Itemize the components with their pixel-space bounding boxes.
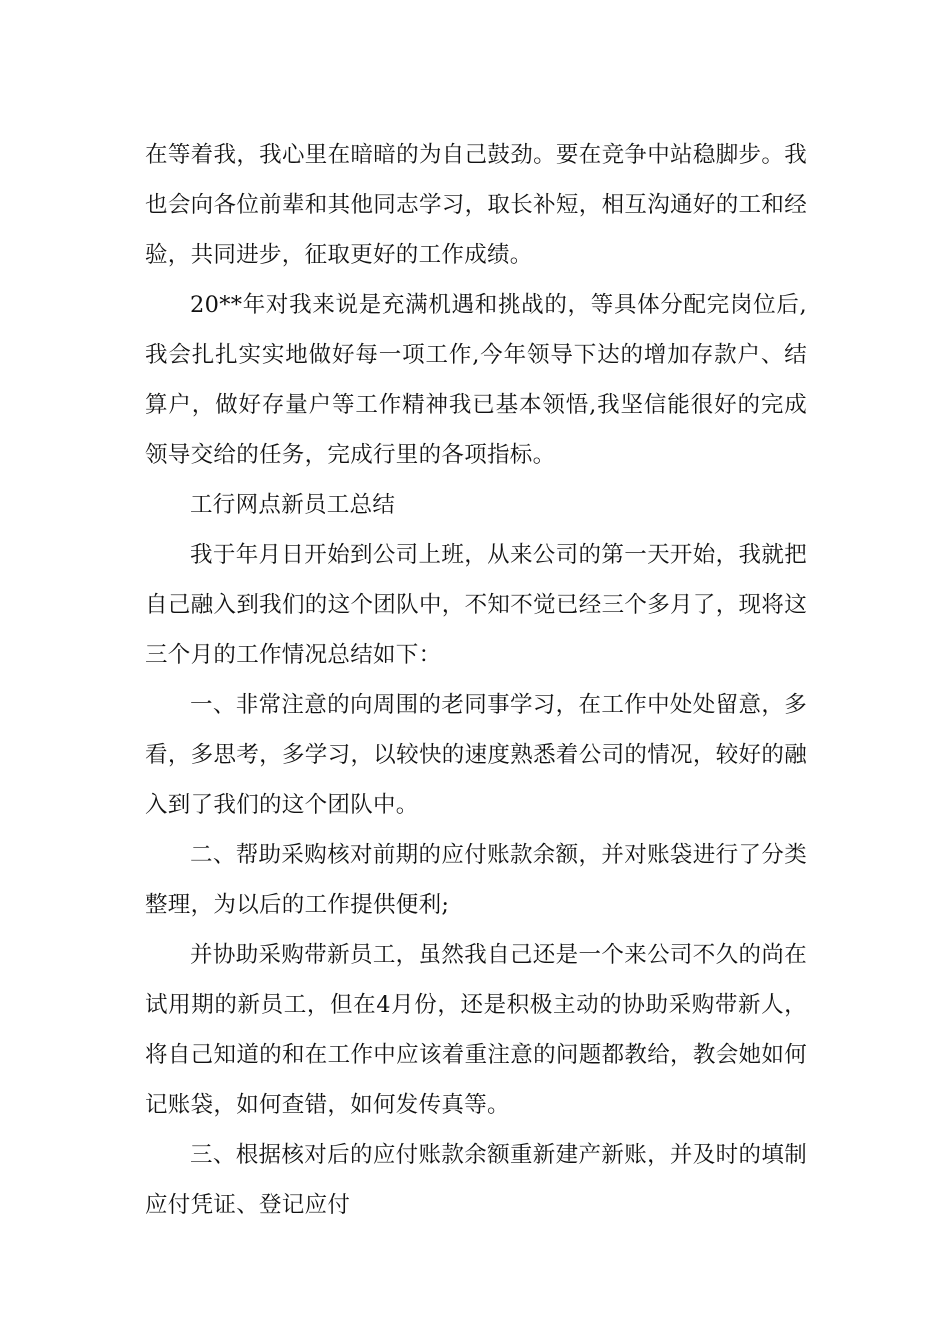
paragraph: 一、非常注意的向周围的老同事学习，在工作中处处留意，多看，多思考，多学习，以较快的速度熟悉着公司的情况，较好的融入到了我们的这个团队中。 bbox=[145, 692, 807, 818]
paragraph: 三、根据核对后的应付账款余额重新建产新账，并及时的填制应付凭证、登记应付 bbox=[145, 1142, 807, 1218]
paragraph: 我于年月日开始到公司上班，从来公司的第一天开始，我就把自己融入到我们的这个团队中，不知不觉已经三个多月了，现将这三个月的工作情况总结如下： bbox=[145, 542, 807, 668]
document-body bbox=[145, 130, 807, 1230]
section-heading: 工行网点新员工总结 bbox=[190, 492, 396, 518]
paragraph: 在等着我，我心里在暗暗的为自己鼓劲。要在竞争中站稳脚步。我也会向各位前辈和其他同志学习，取长补短，相互沟通好的工和经验，共同进步，征取更好的工作成绩。 bbox=[145, 142, 807, 268]
paragraph: 20**年对我来说是充满机遇和挑战的，等具体分配完岗位后,我会扎扎实实地做好每一项工作,今年领导下达的增加存款户、结算户，做好存量户等工作精神我已基本领悟,我坚信能很好的完成领导交给的任务，完成行里的各项指标。 bbox=[145, 292, 807, 468]
paragraph: 二、帮助采购核对前期的应付账款余额，并对账袋进行了分类整理，为以后的工作提供便利; bbox=[145, 842, 807, 918]
paragraph: 并协助采购带新员工，虽然我自己还是一个来公司不久的尚在试用期的新员工，但在4月份，还是积极主动的协助采购带新人，将自己知道的和在工作中应该着重注意的问题都教给，教会她如何记账袋，如何查错，如何发传真等。 bbox=[145, 942, 807, 1118]
